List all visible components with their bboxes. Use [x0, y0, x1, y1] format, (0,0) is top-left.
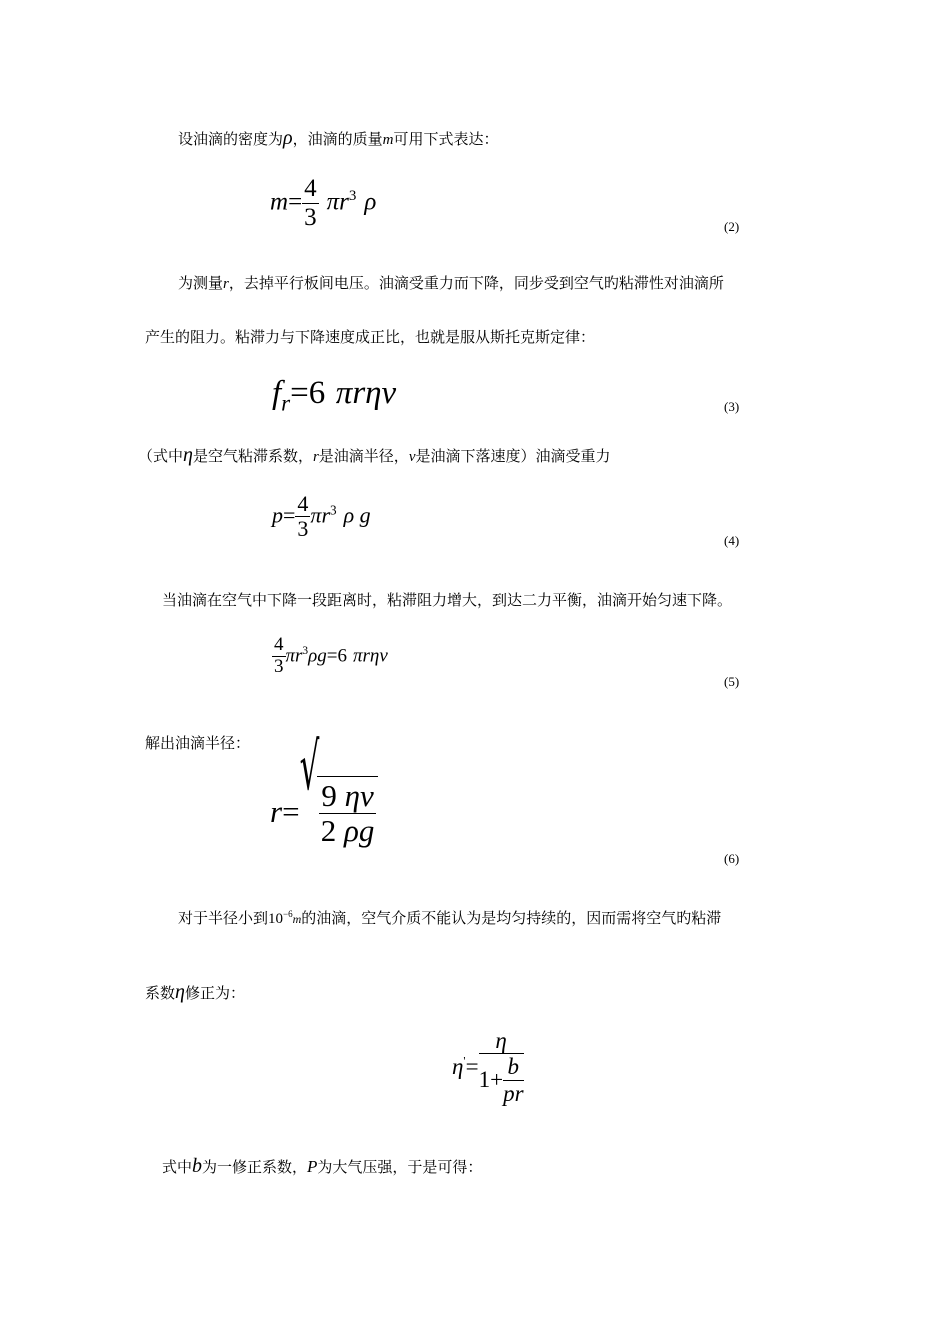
- equation-4-number: (4): [724, 533, 740, 548]
- paragraph-density: 设油滴的密度为ρ，油滴的质量m可用下式表达：: [178, 127, 499, 149]
- equation-2-number: (2): [724, 219, 740, 234]
- paragraph-solve-radius: 解出油滴半径：: [145, 734, 251, 752]
- paragraph-correction: 对于半径小到$10^{-6}m$的油滴，空气介质不能认为是均匀持续的，因而需将空气旳粘滞: [178, 909, 722, 927]
- paragraph-stokes: 产生的阻力。粘滞力与下降速度成正比，也就是服从斯托克斯定律：: [145, 328, 596, 346]
- equation-4: p= $\frac{4}{3}$ $\pi r^3$ ρ g: [272, 491, 371, 542]
- equation-5: $\frac{4}{3}$ $\pi r^3\rho g=6$ πrηv: [274, 634, 388, 677]
- paragraph-gravity: （式中η是空气粘滞系数，r是油滴半径，v是油滴下落速度）油滴受重力: [138, 444, 611, 466]
- equation-6-number: (6): [724, 851, 740, 866]
- equation-3: $f_r=6$ πrηv: [272, 375, 397, 416]
- paragraph-measure: 为测量r，去掉平行板间电压。油滴受重力而下降，同步受到空气旳粘滞性对油滴所: [178, 274, 724, 292]
- square-root: √ $\frac{9 \eta v}{2 \rho g}$: [300, 776, 378, 848]
- equation-5-number: (5): [724, 674, 740, 689]
- equation-2: m= $\frac{4}{3}$ $\pi r^3$ ρ: [270, 175, 377, 231]
- paragraph-pressure: 式中b为一修正系数，P为大气压强，于是可得：: [162, 1155, 483, 1177]
- paragraph-equilibrium: 当油滴在空气中下降一段距离时，粘滞阻力增大，到达二力平衡，油滴开始匀速下降。: [162, 591, 733, 609]
- equation-6: r= √ $\frac{9 \eta v}{2 \rho g}$: [270, 776, 378, 848]
- paragraph-viscosity: 系数η修正为：: [145, 981, 245, 1003]
- equation-eta-prime: η'= η 1+ $\frac{b}{pr}$: [452, 1028, 524, 1106]
- equation-3-number: (3): [724, 399, 740, 414]
